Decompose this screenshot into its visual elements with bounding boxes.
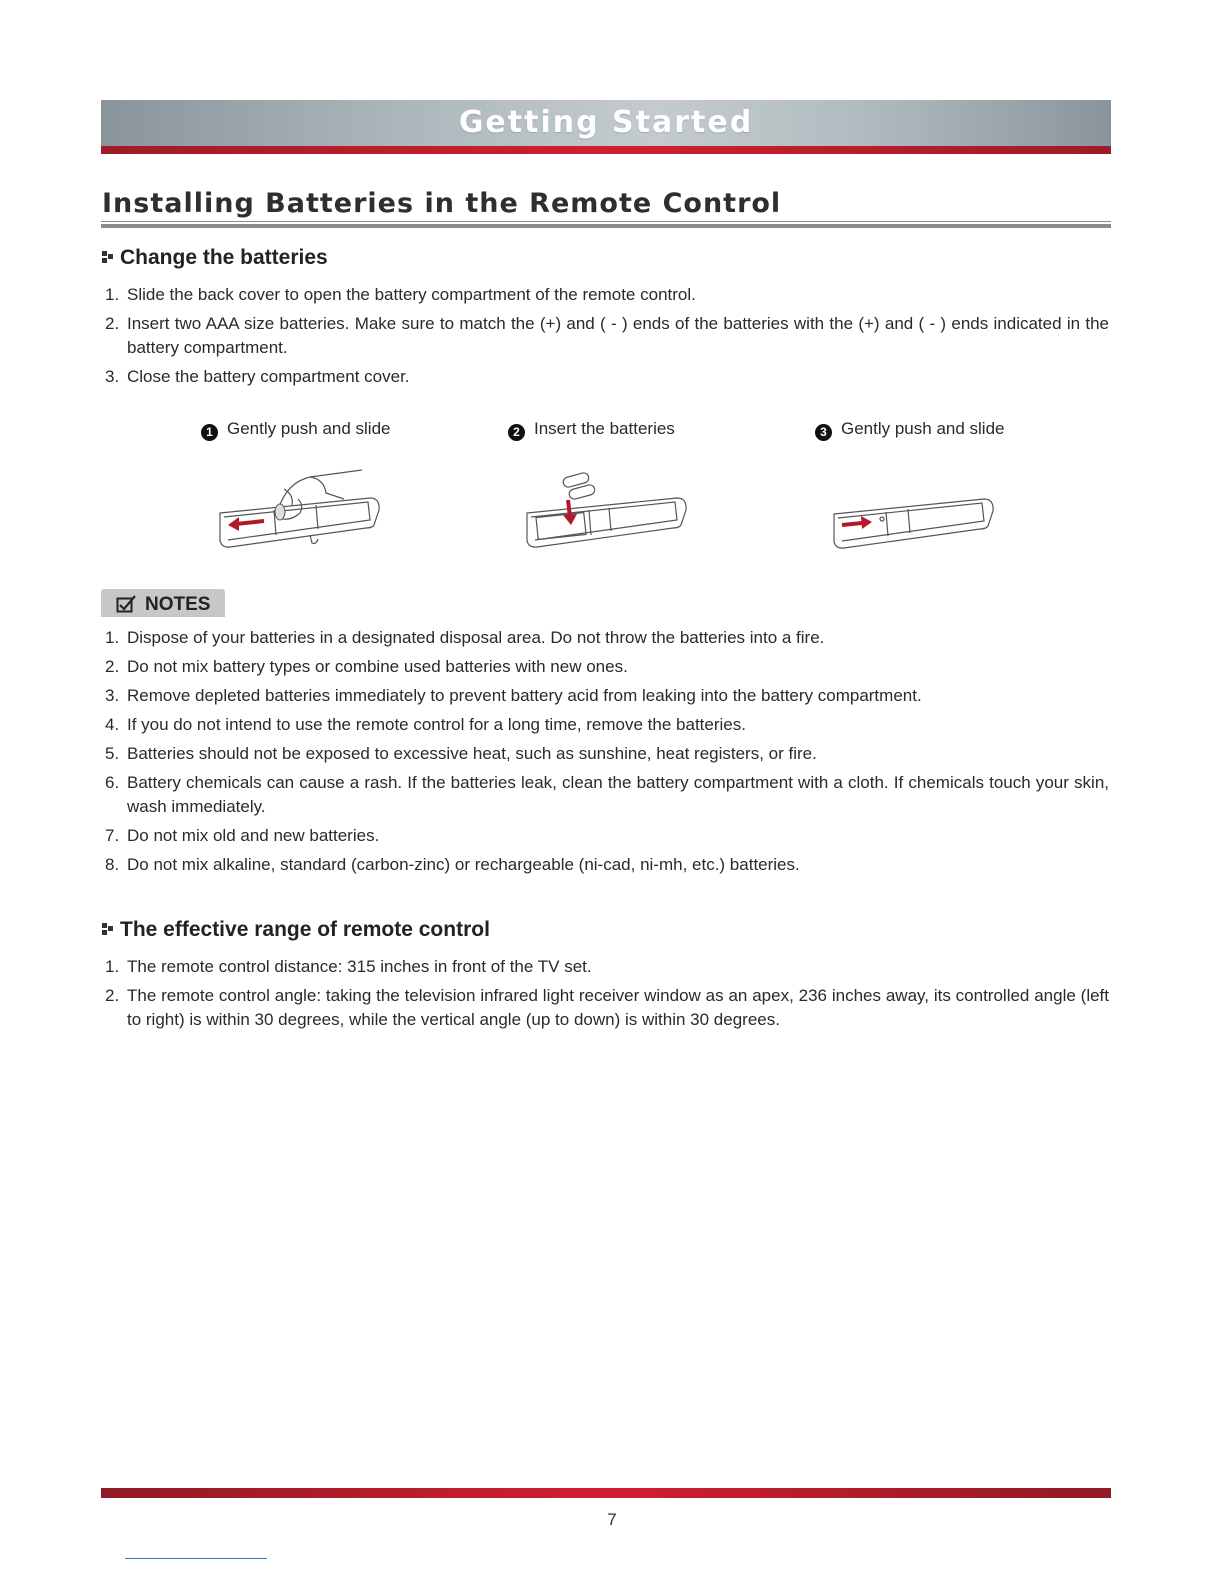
section-rule-thick bbox=[101, 224, 1111, 228]
list-item: 3. Remove depleted batteries immediately to prevent battery acid from leaking into the battery compartment. bbox=[105, 686, 922, 705]
notes-label: NOTES bbox=[145, 594, 211, 615]
chapter-banner bbox=[101, 100, 1111, 146]
step-1-caption: 1 Gently push and slide bbox=[201, 419, 391, 441]
footer-accent-bar bbox=[101, 1488, 1111, 1498]
number-1-circle-icon: 1 bbox=[201, 424, 218, 441]
change-batteries-heading bbox=[102, 246, 328, 270]
chapter-title: Getting Started bbox=[458, 105, 754, 140]
list-item: 1. Dispose of your batteries in a designated disposal area. Do not throw the batteries into a fire. bbox=[105, 628, 825, 647]
effective-range-heading bbox=[102, 918, 490, 942]
list-item: 1. Slide the back cover to open the battery compartment of the remote control. bbox=[105, 285, 696, 304]
square-bullet-icon bbox=[102, 251, 114, 265]
list-item: 2. Insert two AAA size batteries. Make sure to match the (+) and ( - ) ends of the batteries with the (+) and ( - ) ends indicated in the battery compartment. bbox=[105, 314, 1109, 357]
notes-list bbox=[105, 626, 1109, 882]
list-item: 6. Battery chemicals can cause a rash. If the batteries leak, clean the battery compartment with a cloth. If chemicals touch your skin, wash immediately. bbox=[105, 773, 1109, 816]
list-item: 5. Batteries should not be exposed to excessive heat, such as sunshine, heat registers, or fire. bbox=[105, 744, 817, 763]
list-item: 2. Do not mix battery types or combine used batteries with new ones. bbox=[105, 657, 628, 676]
effective-range-heading-text: The effective range of remote control bbox=[120, 918, 490, 941]
section-title: Installing Batteries in the Remote Control bbox=[102, 188, 782, 219]
change-batteries-heading-text: Change the batteries bbox=[120, 246, 328, 269]
number-2-circle-icon: 2 bbox=[508, 424, 525, 441]
remote-slide-open-illustration bbox=[214, 465, 386, 553]
remote-insert-batteries-illustration bbox=[521, 465, 693, 553]
notes-badge bbox=[101, 589, 225, 617]
list-item: 3. Close the battery compartment cover. bbox=[105, 367, 410, 386]
square-bullet-icon bbox=[102, 923, 114, 937]
list-item: 4. If you do not intend to use the remote control for a long time, remove the batteries. bbox=[105, 715, 746, 734]
change-batteries-list bbox=[105, 283, 1109, 394]
checkbox-pencil-icon bbox=[116, 594, 138, 614]
effective-range-list bbox=[105, 955, 1109, 1037]
page-number: 7 bbox=[607, 1510, 617, 1529]
step-2-caption: 2 Insert the batteries bbox=[508, 419, 675, 441]
list-item: 1. The remote control distance: 315 inches in front of the TV set. bbox=[105, 957, 592, 976]
step-3-caption: 3 Gently push and slide bbox=[815, 419, 1005, 441]
section-rule-thin bbox=[101, 221, 1111, 222]
number-3-circle-icon: 3 bbox=[815, 424, 832, 441]
banner-accent-bar bbox=[101, 146, 1111, 154]
list-item: 7. Do not mix old and new batteries. bbox=[105, 826, 380, 845]
link-underline bbox=[125, 1558, 267, 1559]
list-item: 2. The remote control angle: taking the television infrared light receiver window as an apex, 236 inches away, its controlled angle (left to right) is within 30 degrees, while the vertical angle (up to down) is within 30 degrees. bbox=[105, 986, 1109, 1029]
remote-slide-close-illustration bbox=[828, 490, 1000, 554]
list-item: 8. Do not mix alkaline, standard (carbon-zinc) or rechargeable (ni-cad, ni-mh, etc.) batteries. bbox=[105, 855, 800, 874]
